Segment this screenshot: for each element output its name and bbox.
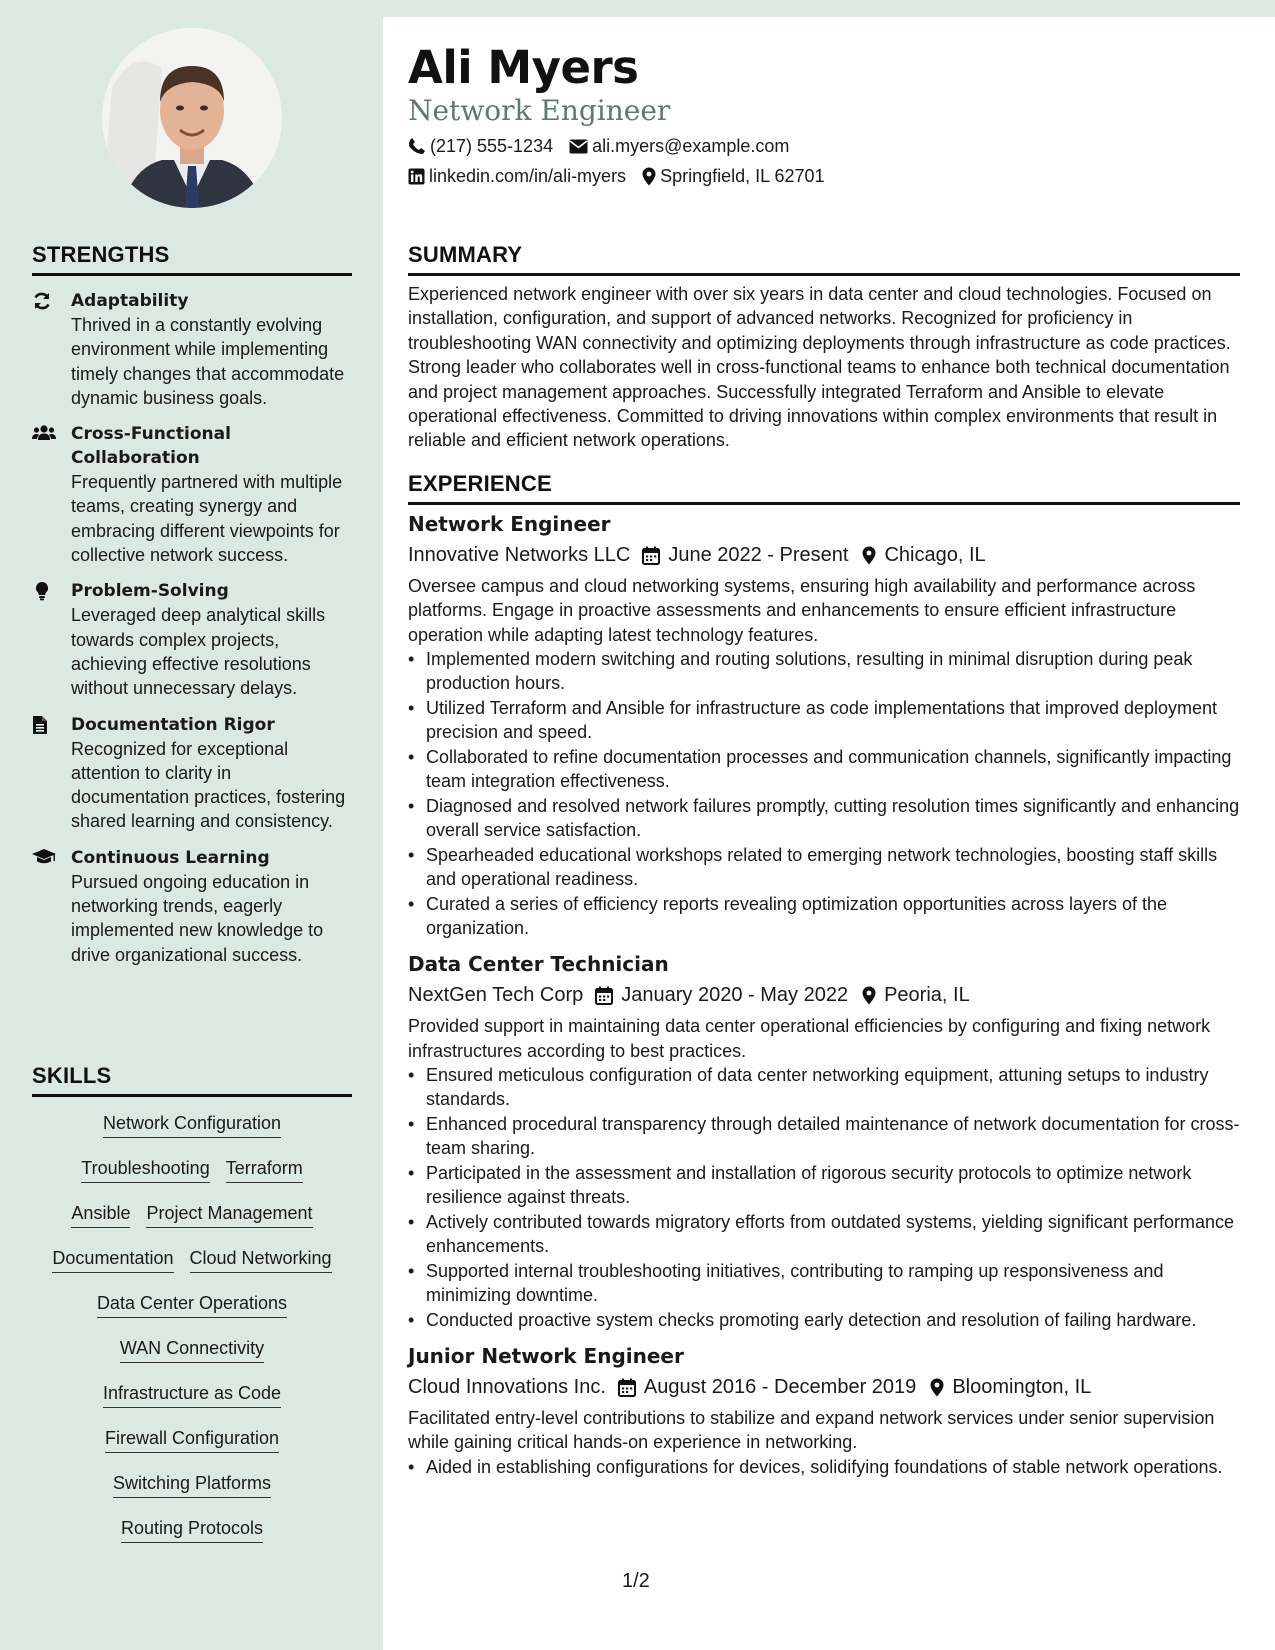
skill-tag: Switching Platforms (113, 1471, 271, 1498)
skill-tag: Firewall Configuration (105, 1426, 279, 1453)
summary-text: Experienced network engineer with over six years in data center and cloud technologies. Focused on installation, configuration, and support of advanced networks. Recognized for proficiency in troubleshooting WAN connectivity and optimizing deployments through infrastructure as code practices. Strong leader who collaborates well in cross-functional teams to enhance both technical documentation and project management approaches. Successfully integrated Terraform and Ansible to elevate operational effectiveness. Committed to driving innovations within complex environments that result in reliable and efficient network operations. (408, 284, 1231, 451)
job-location-text: Chicago, IL (884, 544, 986, 566)
strength-item (32, 846, 352, 967)
strength-title: Cross-Functional Collaboration (71, 424, 231, 469)
job-bullets (408, 1455, 1240, 1479)
envelope-icon (569, 139, 588, 154)
skill-tag: Data Center Operations (97, 1291, 287, 1318)
strength-desc: Leveraged deep analytical skills towards complex projects, achieving effective resolutions without unnecessary delays. (71, 605, 326, 699)
list-item: • Curated a series of efficiency reports revealing optimization opportunities across layers of the organization. (408, 892, 1240, 940)
job-location (916, 1373, 1091, 1401)
strength-item (32, 422, 352, 567)
list-item: • Conducted proactive system checks promoting early detection and resolution of failing hardware. (408, 1308, 1240, 1332)
skill-tag: Terraform (226, 1156, 303, 1183)
strength-title: Adaptability (71, 291, 189, 311)
sync-icon (32, 291, 54, 311)
map-pin-icon (862, 546, 876, 565)
location-contact (642, 164, 824, 188)
experience-section (408, 471, 1240, 1480)
job-entry (408, 950, 1240, 1332)
job-description: Oversee campus and cloud networking systems, ensuring high availability and performance across platforms. Engage in proactive assessments and enhancements to ensure efficient infrastructure operation while adapting latest technology features. (408, 576, 1196, 645)
graduation-cap-icon (32, 848, 54, 868)
location-text: Springfield, IL 62701 (660, 166, 825, 186)
skill-tag: Routing Protocols (121, 1516, 263, 1543)
skill-tag: WAN Connectivity (120, 1336, 264, 1363)
skill-tag: Network Configuration (103, 1111, 281, 1138)
profile-photo (102, 28, 282, 208)
calendar-icon (642, 546, 660, 565)
list-item: • Utilized Terraform and Ansible for infrastructure as code implementations that improved deployment precision and speed. (408, 696, 1240, 744)
avatar (102, 28, 282, 208)
job-meta (408, 541, 1240, 569)
users-icon (32, 424, 54, 444)
strength-title: Documentation Rigor (71, 714, 275, 735)
email-contact[interactable] (569, 134, 789, 158)
candidate-role: Network Engineer (408, 94, 671, 127)
list-item: • Enhanced procedural transparency through detailed maintenance of network documentation for cross-team sharing. (408, 1112, 1240, 1160)
list-item: • Implemented modern switching and routing solutions, resulting in minimal disruption during peak production hours. (408, 647, 1240, 695)
list-item: • Ensured meticulous configuration of data center networking equipment, attuning setups to industry standards. (408, 1063, 1240, 1111)
job-meta (408, 981, 1240, 1009)
strengths-title: STRENGTHS (32, 242, 352, 276)
company-name: Innovative Networks LLC (408, 544, 631, 566)
strength-item (32, 579, 352, 700)
strength-desc: Pursued ongoing education in networking trends, eagerly implemented new knowledge to drive organizational success. (71, 871, 324, 965)
summary-section (408, 242, 1240, 453)
company-name: NextGen Tech Corp (408, 984, 584, 1007)
linkedin-icon (408, 168, 425, 185)
strength-title: Continuous Learning (71, 847, 270, 868)
job-description: Facilitated entry-level contributions to stabilize and expand network services under senior supervision while gaining critical hands-on experience in networking. (408, 1408, 1215, 1453)
job-bullets (408, 1063, 1240, 1332)
job-dates: June 2022 - Present (668, 544, 849, 566)
job-title: Data Center Technician (408, 952, 669, 977)
job-description: Provided support in maintaining data center operational efficiencies by configuring and fixing network infrastructures according to best practices. (408, 1016, 1211, 1061)
list-item: • Participated in the assessment and installation of rigorous security protocols to optimize network resilience against threats. (408, 1161, 1240, 1209)
page-number: 1/2 (622, 1570, 650, 1592)
job-entry (408, 510, 1240, 940)
experience-title: EXPERIENCE (408, 471, 1240, 505)
summary-title: SUMMARY (408, 242, 1240, 276)
strength-title: Problem-Solving (71, 581, 229, 602)
list-item: • Collaborated to refine documentation processes and communication channels, significantly impacting team integration effectiveness. (408, 745, 1240, 793)
candidate-name: Ali Myers (408, 41, 639, 94)
job-dates: August 2016 - December 2019 (643, 1376, 917, 1399)
job-title: Network Engineer (408, 512, 611, 536)
skill-tag: Troubleshooting (81, 1156, 209, 1183)
job-location-text: Bloomington, IL (952, 1376, 1092, 1399)
linkedin-contact[interactable] (408, 164, 626, 188)
skills-title: SKILLS (32, 1063, 352, 1097)
map-pin-icon (642, 167, 656, 186)
job-title: Junior Network Engineer (408, 1344, 684, 1369)
phone-contact (408, 134, 553, 158)
skill-tag: Documentation (52, 1246, 173, 1273)
strength-desc: Recognized for exceptional attention to clarity in documentation practices, fostering shared learning and consistency. (71, 738, 346, 832)
phone-icon (408, 137, 426, 155)
lightbulb-icon (32, 581, 54, 601)
skills-section (32, 1063, 352, 1561)
job-bullets (408, 647, 1240, 940)
list-item: • Actively contributed towards migratory efforts from outdated systems, yielding significant performance enhancements. (408, 1210, 1240, 1258)
map-pin-icon (862, 986, 876, 1005)
main-content (383, 17, 1275, 1650)
skill-tag: Ansible (71, 1201, 130, 1228)
strength-item (32, 713, 352, 834)
strength-desc: Frequently partnered with multiple teams, creating synergy and embracing different viewpoints for collective network success. (71, 472, 343, 566)
list-item: • Spearheaded educational workshops related to emerging network technologies, boosting staff skills and operational readiness. (408, 843, 1240, 891)
job-entry (408, 1342, 1240, 1479)
contact-row-1 (408, 134, 805, 158)
phone-text: (217) 555-1234 (430, 136, 554, 156)
strength-item (32, 289, 352, 410)
skills-list (32, 1111, 352, 1561)
list-item: • Supported internal troubleshooting initiatives, contributing to ramping up responsiveness and minimizing downtime. (408, 1259, 1240, 1307)
contact-row-2 (408, 164, 841, 188)
job-location-text: Peoria, IL (884, 984, 970, 1007)
job-dates: January 2020 - May 2022 (621, 984, 849, 1007)
strength-desc: Thrived in a constantly evolving environment while implementing timely changes that accommodate dynamic business goals. (71, 315, 345, 408)
list-item: • Aided in establishing configurations for devices, solidifying foundations of stable network operations. (408, 1455, 1240, 1479)
map-pin-icon (930, 1378, 944, 1397)
skill-tag: Project Management (146, 1201, 312, 1228)
job-location (848, 981, 970, 1009)
company-name: Cloud Innovations Inc. (408, 1376, 606, 1399)
skill-tag: Cloud Networking (190, 1246, 332, 1273)
email-text: ali.myers@example.com (592, 136, 790, 156)
strengths-section (32, 242, 352, 967)
calendar-icon (595, 986, 613, 1005)
document-icon (32, 715, 54, 735)
job-meta (408, 1373, 1240, 1401)
calendar-icon (618, 1378, 636, 1397)
skill-tag: Infrastructure as Code (103, 1381, 281, 1408)
sidebar (0, 0, 383, 1650)
linkedin-text: linkedin.com/in/ali-myers (429, 166, 627, 186)
job-location (848, 541, 985, 569)
list-item: • Diagnosed and resolved network failures promptly, cutting resolution times significantly and enhancing overall service satisfaction. (408, 794, 1240, 842)
